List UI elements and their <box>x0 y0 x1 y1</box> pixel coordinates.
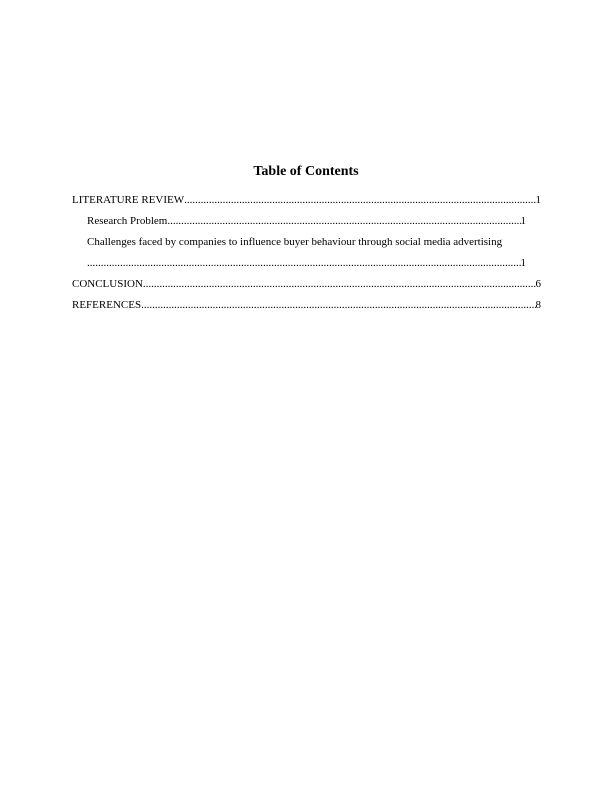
toc-dot-leader <box>141 298 535 312</box>
toc-entry-page: 1 <box>520 257 526 269</box>
toc-entry-page: 1 <box>535 194 541 206</box>
toc-entry-label: Research Problem <box>87 215 168 227</box>
toc-dot-leader <box>184 193 535 207</box>
toc-entry-literature-review[interactable] <box>72 193 541 214</box>
toc-entry-conclusion[interactable] <box>72 277 541 298</box>
toc-entry-research-problem[interactable] <box>72 214 526 235</box>
toc-title: Table of Contents <box>253 164 359 179</box>
toc-entry-page: 6 <box>535 278 541 290</box>
toc-entry-page: 1 <box>520 215 526 227</box>
toc-entry-label: REFERENCES <box>72 299 142 311</box>
toc-dot-leader <box>87 256 521 270</box>
toc-entry-label: LITERATURE REVIEW <box>72 194 185 206</box>
toc-entry-continuation <box>87 256 526 277</box>
toc-entry-page: 8 <box>535 299 541 311</box>
toc-entry-label: CONCLUSION <box>72 278 143 290</box>
toc-dot-leader <box>167 214 520 228</box>
toc-entry-references[interactable] <box>72 298 541 319</box>
toc-entry-label: Challenges faced by companies to influence buyer behaviour through social media advertising <box>87 236 503 248</box>
toc-list <box>72 193 541 319</box>
toc-entry-challenges[interactable] <box>72 235 526 277</box>
toc-dot-leader <box>143 277 536 291</box>
